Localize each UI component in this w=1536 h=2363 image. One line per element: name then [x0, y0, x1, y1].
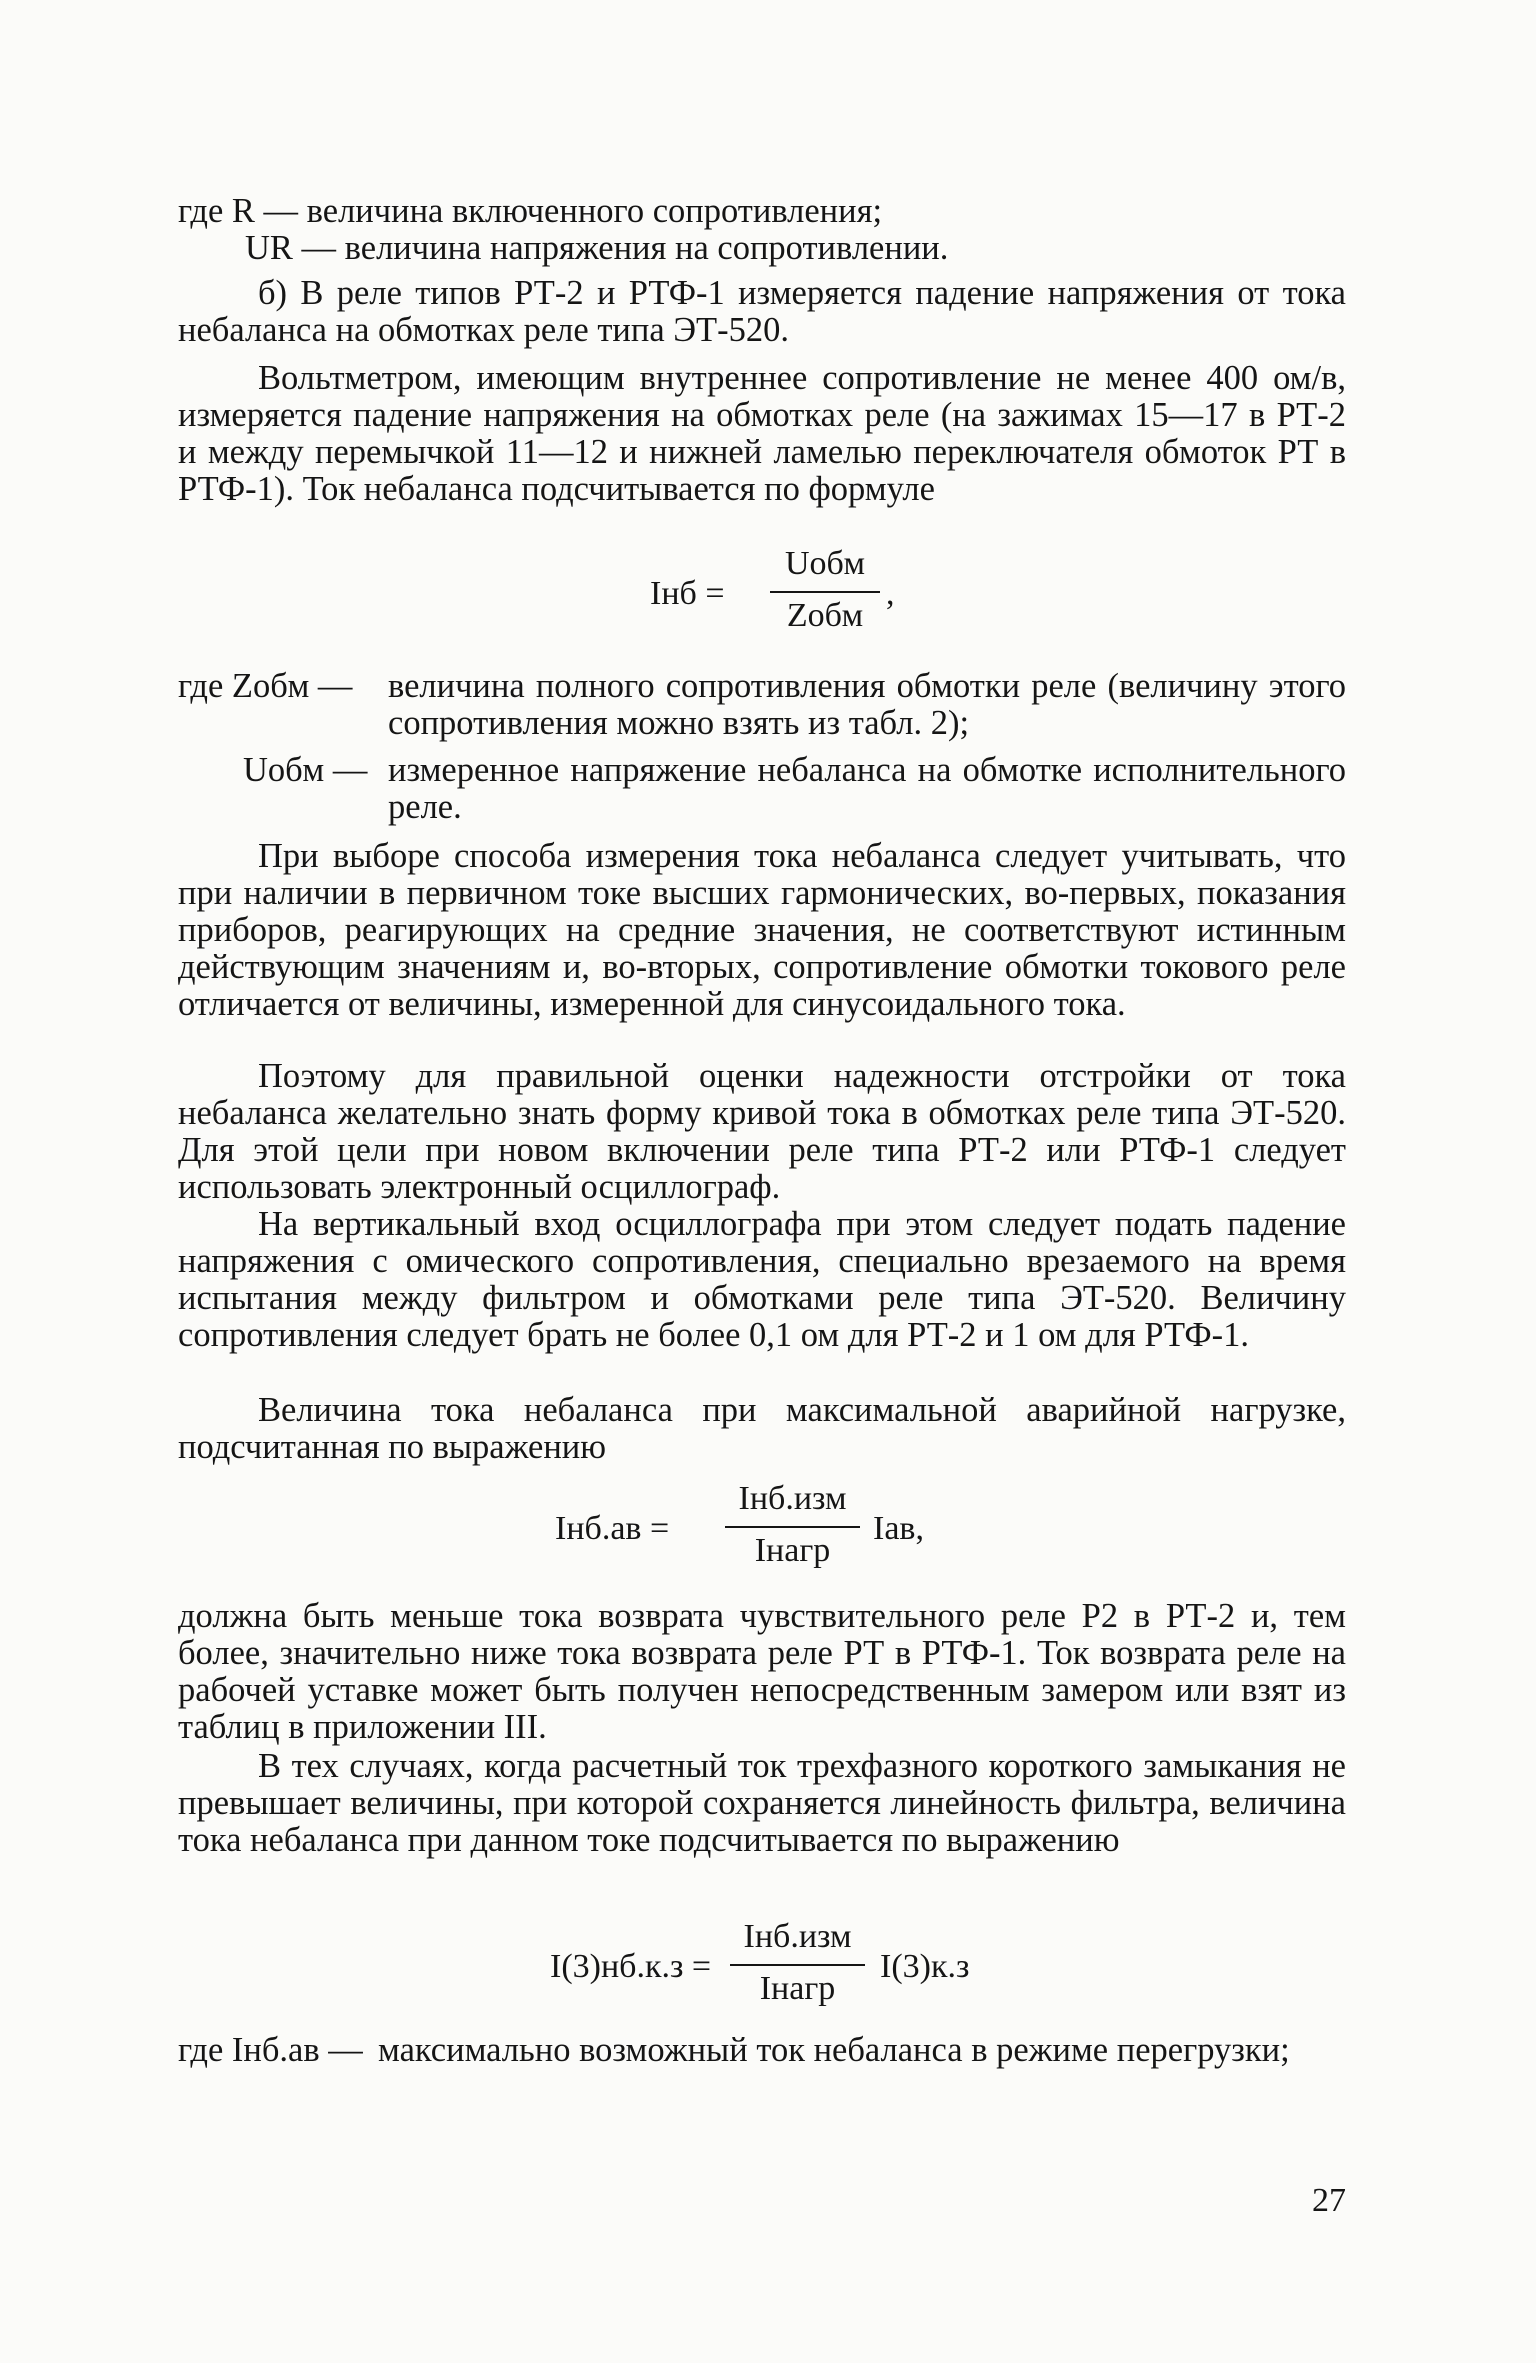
paragraph-voltmeter-text: Вольтметром, имеющим внутреннее сопротивление не менее 400 ом/в, измеряется падение напряжения на обмотках реле (на зажимах 15—17 в РТ-2 и между перемычкой 11—12 и нижней ламелью переключателя обмоток РТ в РТФ-1). Ток небаланса подсчитывается по формуле: [178, 359, 1346, 508]
formula-inb-av-numerator: Iнб.изм: [738, 1480, 847, 1517]
paragraph-input-text: На вертикальный вход осциллографа при этом следует подать падение напряжения с омического сопротивления, специально врезаемого на время испытания между фильтром и обмотками реле типа ЭТ-520. Величину сопротивления следует брать не более 0,1 ом для РТ-2 и 1 ом для РТФ-1.: [178, 1205, 1346, 1354]
formula-inb-av: [555, 1480, 975, 1572]
formula-inb-tail: ,: [886, 575, 895, 612]
formula-inb-denominator: Zобм: [786, 597, 864, 634]
formula-inb-kz-fraction: [730, 1918, 865, 2010]
paragraph-unbalance-text: Величина тока небаланса при максимальной аварийной нагрузке, подсчитанная по выражению: [178, 1391, 1346, 1466]
paragraph-method-text: При выборе способа измерения тока небаланса следует учитывать, что при наличии в первичном токе высших гармонических, во-первых, показания приборов, реагирующих на средние значения, не соответствуют истинным действующим значениям и, во-вторых, сопротивление обмотки токового реле отличается от величины, измеренной для синусоидального тока.: [178, 837, 1346, 1023]
formula-inb-lhs: Iнб =: [650, 575, 725, 612]
formula-inb-av-fraction: [725, 1480, 860, 1572]
paragraph-b-text: б) В реле типов РТ-2 и РТФ-1 измеряется падение напряжения от тока небаланса на обмотках реле типа ЭТ-520.: [178, 274, 1346, 349]
formula-inb-kz-tail: I(3)к.з: [880, 1948, 970, 1985]
formula-inb-av-denominator: Iнагр: [754, 1532, 831, 1569]
paragraph-return-current: [178, 1598, 1346, 1746]
paragraph-method: [178, 838, 1346, 1023]
paragraph-oscillograph-text: Поэтому для правильной оценки надежности отстройки от тока небаланса желательно знать форму кривой тока в обмотках реле типа ЭТ-520. Для этой цели при новом включении реле типа РТ-2 или РТФ-1 следует использовать электронный осциллограф.: [178, 1057, 1346, 1206]
fraction-bar: [730, 1964, 865, 1966]
paragraph-short-circuit: [178, 1748, 1346, 1859]
formula-inb-fraction: [770, 545, 880, 635]
formula-inb-kz-numerator: Iнб.изм: [743, 1918, 852, 1955]
fraction-bar: [725, 1526, 860, 1528]
definition-Iav: [178, 2032, 1346, 2112]
definition-Z-label: где Zобм —: [178, 667, 353, 705]
definition-R: [178, 193, 1346, 230]
definition-UR-text: UR — величина напряжения на сопротивлении.: [245, 229, 949, 267]
formula-inb-kz: [550, 1918, 990, 2010]
paragraph-b: [178, 275, 1346, 349]
page-number: 27: [1312, 2182, 1346, 2219]
formula-inb-av-lhs: Iнб.ав =: [555, 1510, 670, 1547]
paragraph-short-circuit-text: В тех случаях, когда расчетный ток трехфазного короткого замыкания не превышает величины, при которой сохраняется линейность фильтра, величина тока небаланса при данном токе подсчитывается по выражению: [178, 1747, 1346, 1859]
formula-inb-kz-denominator: Iнагр: [759, 1970, 836, 2007]
formula-inb: [650, 545, 930, 635]
fraction-bar: [770, 591, 880, 593]
formula-inb-av-tail: Iав,: [873, 1510, 924, 1547]
definition-U-text: измеренное напряжение небаланса на обмотке исполнительного реле.: [388, 751, 1346, 826]
definition-UR: [245, 230, 1345, 267]
paragraph-return-current-text: должна быть меньше тока возврата чувствительного реле Р2 в РТ-2 и, тем более, значительно ниже тока возврата реле РТ в РТФ-1. Ток возврата реле на рабочей уставке может быть получен непосредственным замером или взят из таблиц в приложении III.: [178, 1597, 1346, 1746]
definition-Iav-label: где Iнб.ав —: [178, 2031, 363, 2069]
paragraph-unbalance: [178, 1392, 1346, 1466]
definition-Z-text: величина полного сопротивления обмотки реле (величину этого сопротивления можно взять из табл. 2);: [388, 667, 1346, 742]
formula-inb-kz-lhs: I(3)нб.к.з =: [550, 1948, 712, 1985]
definition-R-text: где R — величина включенного сопротивления;: [178, 192, 883, 230]
definition-U: [178, 752, 1346, 832]
definition-Z: [178, 668, 1346, 748]
paragraph-input: [178, 1206, 1346, 1354]
definition-U-label: Uобм —: [243, 751, 368, 789]
formula-inb-numerator: Uобм: [784, 545, 866, 582]
paragraph-oscillograph: [178, 1058, 1346, 1206]
definition-Iav-text: максимально возможный ток небаланса в режиме перегрузки;: [378, 2031, 1290, 2069]
paragraph-voltmeter: [178, 360, 1346, 508]
